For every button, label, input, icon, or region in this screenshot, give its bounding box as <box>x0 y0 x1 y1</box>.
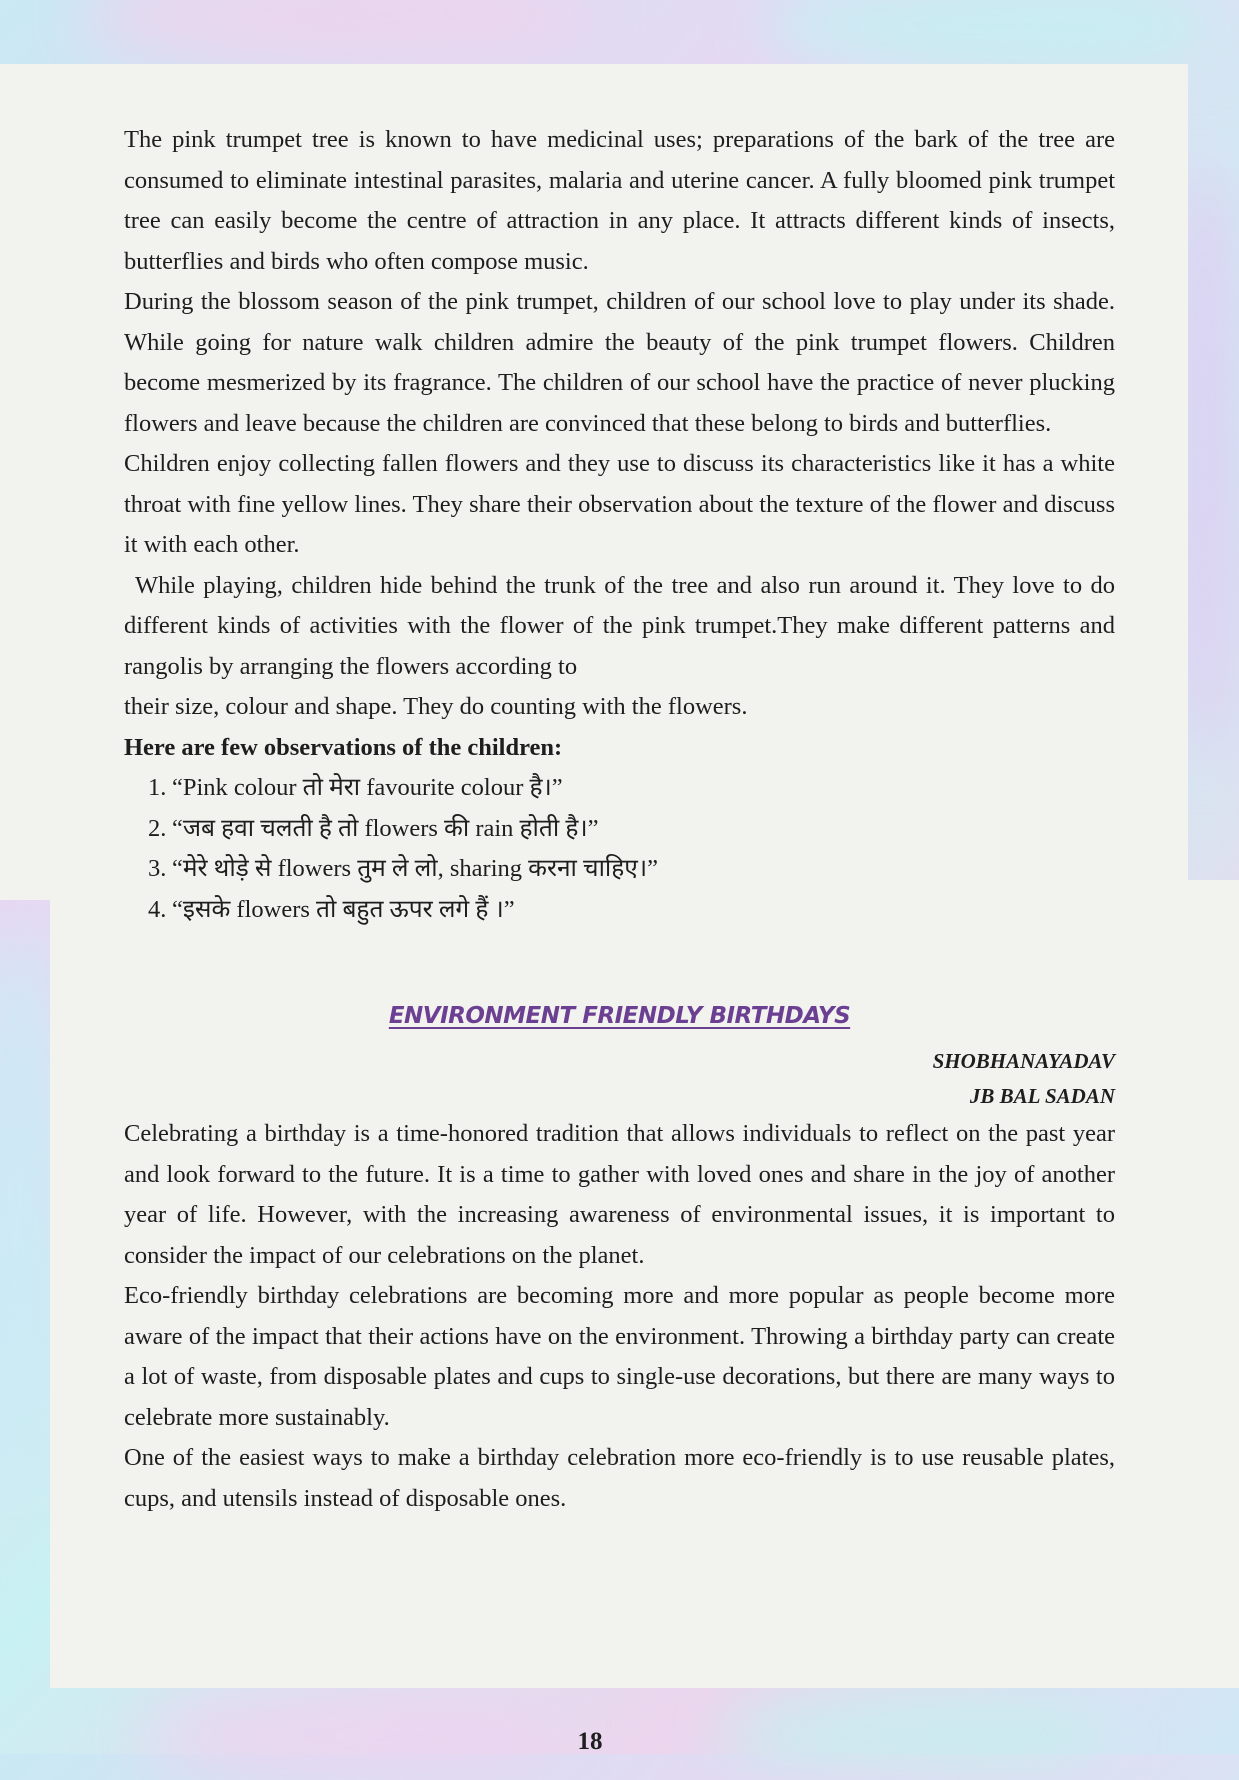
list-text: “Pink colour तो मेरा favourite colour है।” <box>172 774 563 801</box>
observations-list <box>124 768 1115 930</box>
list-text: “जब हवा चलती है तो flowers की rain होती है।” <box>172 814 599 842</box>
paragraph: The pink trumpet tree is known to have medicinal uses; preparations of the bark of the tree are consumed to eliminate intestinal parasites, malaria and uterine cancer. A fully bloomed pink trumpet tree can easily become the centre of attraction in any place. It attracts different kinds of insects, butterflies and birds who often compose music. <box>124 126 1115 275</box>
list-item <box>148 809 1115 850</box>
list-number: 2. <box>148 814 167 842</box>
paragraph: While playing, children hide behind the trunk of the tree and also run around it. They love to do different kinds of activities with the flower of the pink trumpet.They make different patterns and rangolis by arranging the flowers according to <box>124 571 1115 680</box>
list-number: 1. <box>148 774 167 801</box>
list-number: 3. <box>148 855 167 882</box>
paragraph: One of the easiest ways to make a birthday celebration more eco-friendly is to use reusable plates, cups, and utensils instead of disposable ones. <box>124 1444 1115 1512</box>
list-item <box>148 890 1115 931</box>
author-affiliation: JB BAL SADAN <box>969 1084 1115 1108</box>
article-pink-trumpet <box>124 120 1115 930</box>
decor-blob <box>80 0 600 70</box>
page-content <box>124 120 1115 1519</box>
paragraph: Eco-friendly birthday celebrations are becoming more and more popular as people become more aware of the impact that their actions have on the environment. Throwing a birthday party can create a lot of waste, from disposable plates and cups to single-use decorations, but there are many ways to celebrate more sustainably. <box>124 1282 1115 1431</box>
author-name: SHOBHANAYADAV <box>932 1049 1115 1073</box>
paragraph: During the blossom season of the pink trumpet, children of our school love to play under its shade. While going for nature walk children admire the beauty of the pink trumpet flowers. Children become mesmerized by its fragrance. The children of our school have the practice of never plucking flowers and leave because the children are convinced that these belong to birds and butterflies. <box>124 288 1115 437</box>
list-item <box>148 849 1115 890</box>
list-item <box>148 768 1115 809</box>
article-title: ENVIRONMENT FRIENDLY BIRTHDAYS <box>388 1003 851 1029</box>
list-text: “मेरे थोड़े से flowers तुम ले लो, sharing करना चाहिए।” <box>172 855 658 882</box>
list-number: 4. <box>148 895 167 923</box>
paragraph: their size, colour and shape. They do counting with the flowers. <box>124 693 748 720</box>
list-text: “इसके flowers तो बहुत ऊपर लगे हैं ।” <box>172 895 515 923</box>
observations-title: Here are few observations of the children: <box>124 733 563 761</box>
page-number: 18 <box>577 1728 603 1755</box>
article-birthdays <box>124 996 1115 1519</box>
paragraph: Celebrating a birthday is a time-honored tradition that allows individuals to reflect on the past year and look forward to the future. It is a time to gather with loved ones and share in the joy of another year of life. However, with the increasing awareness of environmental issues, it is important to consider the impact of our celebrations on the planet. <box>124 1120 1115 1269</box>
paragraph: Children enjoy collecting fallen flowers and they use to discuss its characteristics like it has a white throat with fine yellow lines. They share their observation about the texture of the flower and discuss it with each other. <box>124 450 1115 558</box>
